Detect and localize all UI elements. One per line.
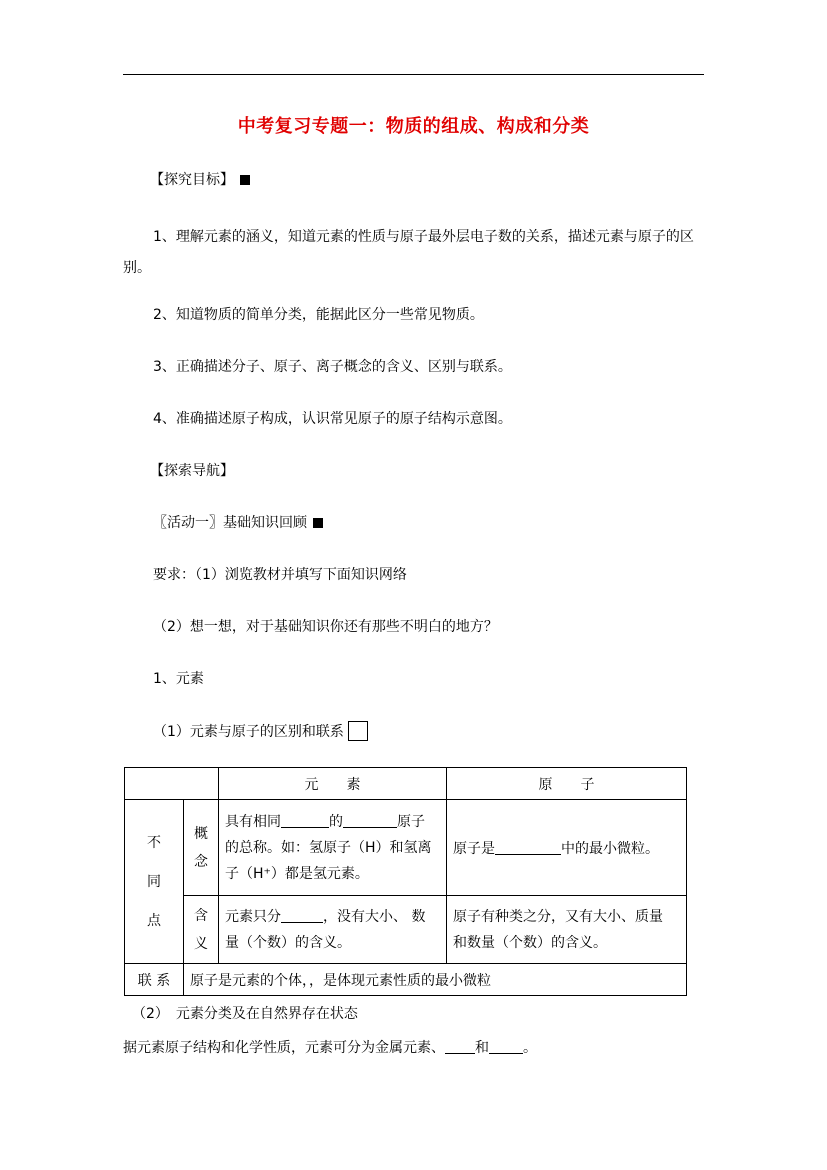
hanyi-char-1: 含 [194,907,208,924]
activity-1-label: 〖活动一〗基础知识回顾 [153,515,307,531]
section-goals-label: 【探究目标】 [150,172,234,188]
goal-2: 2、知道物质的简单分类，能据此区分一些常见物质。 [153,307,484,323]
requirement-2: （2）想一想，对于基础知识你还有那些不明白的地方？ [153,619,498,635]
section-nav: 【探索导航】 [150,463,234,479]
table-row-concept [125,800,687,896]
concept-atom-cell [447,800,687,896]
meaning-el-text-a: 元素只分 [225,908,281,925]
concept-atom-text-a: 原子是 [453,840,495,857]
subtopic-1 [153,721,368,742]
concept-element-cell [219,800,447,896]
topic-1: 1、元素 [153,671,204,687]
blank-line [495,840,561,855]
butong-char-2: 同 [147,873,161,890]
meaning-atom-cell [447,896,687,964]
goal-1: 1、理解元素的涵义，知道元素的性质与原子最外层电子数的关系，描述元素与原子的区别。 [123,229,694,276]
para-text-c: 。 [523,1040,537,1056]
concept-el-line-2: 的总称。如：氢原子（H）和氢离 [225,839,432,856]
meaning-el-line-2: 量（个数）的含义。 [225,934,351,951]
concept-el-text-b: 的 [329,813,343,830]
square-marker-icon [240,175,250,185]
gainian-char-1: 概 [194,825,208,842]
header-rule [123,74,704,75]
meaning-el-text-b: ，没有大小、 数 [323,908,426,925]
square-marker-icon [313,518,323,528]
butong-char-1: 不 [147,834,161,851]
table-corner-cell [125,768,219,800]
subtopic-1-label: （1）元素与原子的区别和联系 [153,724,344,740]
hanyi-label [184,896,219,964]
concept-el-text-c: 原子 [397,813,425,830]
blank-line [343,813,397,828]
para-text-b: 和 [475,1040,489,1056]
butong-label [125,800,184,964]
blank-line [445,1039,475,1054]
header-atom: 原 子 [447,768,687,800]
empty-box-icon [348,721,368,741]
table-row-meaning [125,896,687,964]
requirement-1: 要求：（1）浏览教材并填写下面知识网络 [153,567,407,583]
header-element: 元 素 [219,768,447,800]
paragraph-classification [123,1038,537,1058]
element-atom-table [124,767,687,996]
goal-4: 4、准确描述原子构成，认识常见原子的原子结构示意图。 [153,411,512,427]
blank-line [281,813,329,828]
butong-char-3: 点 [147,912,161,929]
para-text-a: 据元素原子结构和化学性质，元素可分为金属元素、 [123,1040,445,1056]
concept-el-text-a: 具有相同 [225,813,281,830]
table-row-lianxi [125,964,687,996]
blank-line [281,908,323,923]
gainian-label [184,800,219,896]
subtopic-2: （2） 元素分类及在自然界存在状态 [132,1006,358,1022]
meaning-element-cell [219,896,447,964]
blank-line [489,1039,523,1054]
concept-el-line-3: 子（H⁺）都是氢元素。 [225,865,369,882]
page-title: 中考复习专题一：物质的组成、构成和分类 [237,116,590,137]
table-header-row [125,768,687,800]
activity-1 [153,513,323,533]
concept-atom-text-b: 中的最小微粒。 [561,840,659,857]
lianxi-text: 原子是元素的个体，，是体现元素性质的最小微粒 [184,964,687,996]
gainian-char-2: 念 [194,853,208,870]
goal-3: 3、正确描述分子、原子、离子概念的含义、区别与联系。 [153,359,512,375]
section-goals [150,170,250,190]
meaning-atom-line-1: 原子有种类之分，又有大小、质量 [453,908,663,925]
hanyi-char-2: 义 [194,935,208,952]
lianxi-label: 联 系 [125,964,184,996]
meaning-atom-line-2: 和数量（个数）的含义。 [453,934,607,951]
